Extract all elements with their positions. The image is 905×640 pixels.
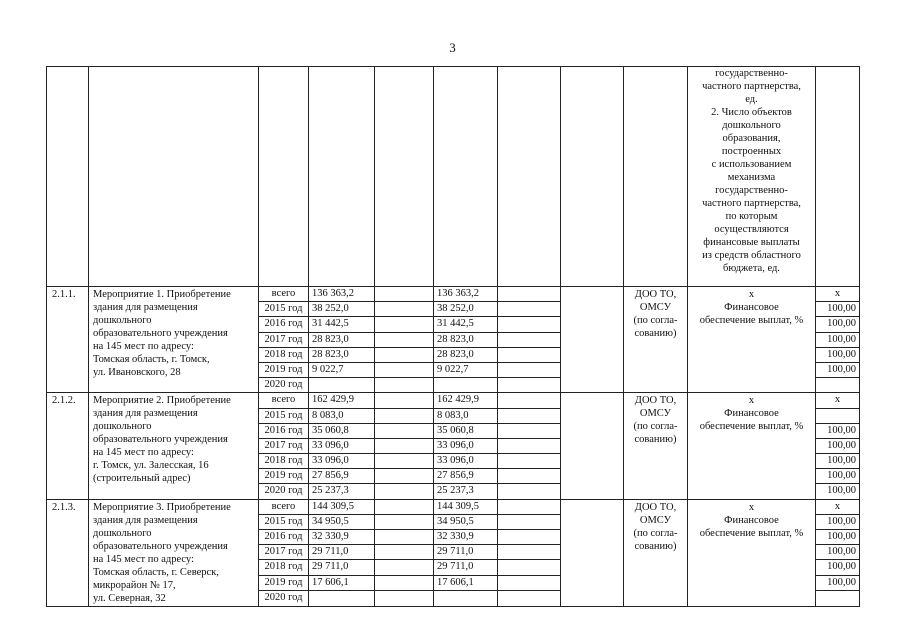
year-label: 2019 год — [259, 469, 308, 484]
header-indicator-cell — [688, 67, 816, 287]
indicator-value: x — [816, 500, 859, 515]
table-row — [47, 287, 860, 393]
regional-value: 29 711,0 — [434, 560, 497, 575]
indicator-value: 100,00 — [827, 485, 856, 497]
indicator-line: обеспечение выплат, % — [699, 315, 804, 326]
regional-value: 9 022,7 — [434, 363, 497, 378]
indicator-cell — [688, 499, 816, 606]
desc-line: г. Томск, ул. Залесская, 16 — [93, 460, 209, 472]
total-value: 29 711,0 — [309, 545, 374, 560]
indicator-line: бюджета, ед. — [723, 263, 780, 274]
total-value: 27 856,9 — [309, 469, 374, 484]
indicator-value — [816, 409, 859, 424]
page-number: 3 — [449, 40, 456, 55]
indicator-value: 100,00 — [816, 560, 859, 575]
total-value: 17 606,1 — [309, 576, 374, 591]
indicator-line: частного партнерства, — [702, 198, 801, 209]
indicator-line: из средств областного — [702, 250, 801, 261]
year-label: 2020 год — [264, 485, 303, 497]
indicator-value: 100,00 — [816, 439, 859, 454]
indicator-line: механизма — [727, 172, 776, 183]
total-cells — [309, 287, 375, 393]
header-cell-total — [309, 67, 375, 287]
desc-line: Мероприятие 1. Приобретение — [93, 289, 231, 300]
year-cells — [259, 393, 309, 499]
header-cell-value — [816, 67, 860, 287]
desc-line: образовательного учреждения — [93, 540, 228, 552]
regional-value: 29 711,0 — [434, 545, 497, 560]
regional-value: 33 096,0 — [434, 439, 497, 454]
indicator-line: частного партнерства, — [702, 81, 801, 92]
extra-cells — [561, 287, 624, 393]
desc-line: Мероприятие 2. Приобретение — [93, 395, 231, 407]
local-cells — [498, 499, 561, 606]
year-label: 2017 год — [259, 545, 308, 560]
event-number: 2.1.3. — [47, 499, 89, 606]
total-value: 34 950,5 — [309, 515, 374, 530]
year-label: всего — [259, 287, 308, 302]
executor-line: ДОО ТО, — [634, 501, 677, 513]
total-value: 144 309,5 — [309, 500, 374, 515]
desc-line: микрорайон № 17, — [93, 579, 176, 591]
desc-line: ул. Северная, 32 — [93, 592, 166, 604]
indicator-cell — [688, 287, 816, 393]
executor-line: ОМСУ — [639, 302, 672, 313]
year-label: всего — [259, 393, 308, 408]
regional-value: 8 083,0 — [434, 409, 497, 424]
regional-value: 33 096,0 — [434, 454, 497, 469]
indicator-line: Финансовое — [724, 302, 779, 313]
indicator-line: образования, — [722, 133, 781, 144]
regional-value: 31 442,5 — [434, 317, 497, 332]
desc-line: здания для размещения — [93, 302, 198, 313]
header-cell-year — [259, 67, 309, 287]
indicator-line: осуществляются — [714, 224, 789, 235]
indicator-line: обеспечение выплат, % — [699, 421, 804, 433]
desc-line: дошкольного — [93, 315, 152, 326]
executor-cell — [624, 499, 688, 606]
executor-line: (по согла- — [633, 527, 678, 539]
regional-value: 38 252,0 — [434, 302, 497, 317]
regional-value: 136 363,2 — [434, 287, 497, 302]
federal-cells — [375, 393, 434, 499]
total-cells — [309, 499, 375, 606]
header-cell-local — [498, 67, 561, 287]
indicator-value: x — [816, 287, 859, 302]
indicator-value: 100,00 — [816, 530, 859, 545]
indicator-value: 100,00 — [816, 363, 859, 378]
indicator-line: ед. — [745, 94, 758, 105]
total-value: 28 823,0 — [309, 333, 374, 348]
desc-line: на 145 мест по адресу: — [93, 553, 194, 565]
indicator-value: 100,00 — [816, 515, 859, 530]
indicator-value: 100,00 — [816, 545, 859, 560]
indicator-line: государственно- — [715, 185, 788, 196]
program-table — [46, 66, 860, 607]
event-number: 2.1.1. — [47, 287, 89, 393]
year-label: всего — [259, 500, 308, 515]
year-cells — [259, 499, 309, 606]
regional-cells — [434, 287, 498, 393]
desc-line: здания для размещения — [93, 408, 198, 420]
regional-value: 162 429,9 — [434, 393, 497, 408]
federal-cells — [375, 287, 434, 393]
year-label: 2018 год — [259, 454, 308, 469]
year-label: 2016 год — [259, 424, 308, 439]
year-label: 2015 год — [259, 515, 308, 530]
desc-line: образовательного учреждения — [93, 328, 228, 339]
indicator-value: 100,00 — [816, 348, 859, 363]
value-cells — [816, 499, 860, 606]
indicator-line: x — [748, 501, 755, 513]
executor-line: (по согла- — [633, 315, 678, 326]
indicator-value: 100,00 — [816, 333, 859, 348]
desc-line: дошкольного — [93, 421, 152, 433]
regional-value: 35 060,8 — [434, 424, 497, 439]
regional-value: 34 950,5 — [434, 515, 497, 530]
regional-value — [434, 378, 497, 392]
indicator-line: Финансовое — [724, 514, 779, 526]
year-label: 2019 год — [259, 363, 308, 378]
total-value: 38 252,0 — [309, 302, 374, 317]
year-label: 2019 год — [259, 576, 308, 591]
total-value: 9 022,7 — [309, 363, 374, 378]
desc-line: здания для размещения — [93, 514, 198, 526]
event-description — [89, 287, 259, 393]
total-value: 8 083,0 — [309, 409, 374, 424]
table-row — [47, 393, 860, 499]
indicator-line: x — [748, 395, 755, 407]
event-description — [89, 393, 259, 499]
total-value: 136 363,2 — [309, 287, 374, 302]
regional-value: 144 309,5 — [434, 500, 497, 515]
executor-line: сованию) — [634, 434, 677, 446]
year-label: 2015 год — [259, 302, 308, 317]
indicator-value: 100,00 — [816, 302, 859, 317]
desc-line: образовательного учреждения — [93, 434, 228, 446]
indicator-line: x — [748, 289, 755, 300]
desc-line: на 145 мест по адресу: — [93, 341, 194, 352]
year-label: 2016 год — [259, 317, 308, 332]
desc-line: на 145 мест по адресу: — [93, 447, 194, 459]
desc-line: ул. Ивановского, 28 — [93, 367, 181, 378]
local-cells — [498, 393, 561, 499]
federal-cells — [375, 499, 434, 606]
executor-line: сованию) — [634, 540, 677, 552]
extra-cells — [561, 393, 624, 499]
executor-cell — [624, 287, 688, 393]
executor-line: ОМСУ — [639, 408, 672, 420]
event-description — [89, 499, 259, 606]
extra-cells — [561, 499, 624, 606]
year-label: 2017 год — [259, 333, 308, 348]
indicator-line: построенных — [721, 146, 782, 157]
indicator-line: финансовые выплаты — [703, 237, 800, 248]
total-value: 31 442,5 — [309, 317, 374, 332]
year-label: 2020 год — [264, 379, 303, 391]
value-cells — [816, 287, 860, 393]
regional-value: 28 823,0 — [434, 333, 497, 348]
indicator-value: 100,00 — [816, 317, 859, 332]
header-cell-number — [47, 67, 89, 287]
desc-line: Томская область, г. Томск, — [93, 354, 210, 365]
indicator-line: с использованием — [711, 159, 792, 170]
desc-line: (строительный адрес) — [93, 473, 191, 485]
regional-value — [434, 591, 497, 605]
total-value: 35 060,8 — [309, 424, 374, 439]
indicator-value — [816, 591, 859, 605]
regional-value: 28 823,0 — [434, 348, 497, 363]
total-value: 25 237,3 — [312, 485, 349, 497]
header-cell-extra — [561, 67, 624, 287]
indicator-cell — [688, 393, 816, 499]
indicator-line: обеспечение выплат, % — [699, 527, 804, 539]
total-cells — [309, 393, 375, 499]
indicator-line: по которым — [725, 211, 778, 222]
local-cells — [498, 287, 561, 393]
indicator-value: x — [816, 393, 859, 408]
regional-value: 27 856,9 — [434, 469, 497, 484]
executor-line: ОМСУ — [639, 514, 672, 526]
regional-value: 25 237,3 — [437, 485, 474, 497]
total-value — [309, 378, 374, 392]
indicator-value: 100,00 — [816, 576, 859, 591]
total-value: 33 096,0 — [309, 454, 374, 469]
regional-value: 32 330,9 — [434, 530, 497, 545]
year-label: 2017 год — [259, 439, 308, 454]
total-value: 33 096,0 — [309, 439, 374, 454]
event-number: 2.1.2. — [47, 393, 89, 499]
total-value — [309, 591, 374, 605]
indicator-value: 100,00 — [816, 454, 859, 469]
desc-line: Мероприятие 3. Приобретение — [93, 501, 231, 513]
executor-line: (по согла- — [633, 421, 678, 433]
year-label: 2016 год — [259, 530, 308, 545]
total-value: 32 330,9 — [309, 530, 374, 545]
year-label: 2020 год — [264, 591, 303, 603]
year-label: 2018 год — [259, 348, 308, 363]
executor-line: ДОО ТО, — [634, 289, 677, 300]
header-cell-federal — [375, 67, 434, 287]
indicator-line: Финансовое — [724, 408, 779, 420]
regional-cells — [434, 499, 498, 606]
header-cell-description — [89, 67, 259, 287]
total-value: 29 711,0 — [309, 560, 374, 575]
indicator-line: 2. Число объектов — [711, 107, 792, 118]
total-value: 28 823,0 — [309, 348, 374, 363]
header-cell-regional — [434, 67, 498, 287]
executor-cell — [624, 393, 688, 499]
desc-line: дошкольного — [93, 527, 152, 539]
regional-value: 17 606,1 — [434, 576, 497, 591]
executor-line: сованию) — [634, 328, 677, 339]
header-cell-executor — [624, 67, 688, 287]
header-continuation-row — [47, 67, 860, 287]
indicator-line: государственно- — [715, 68, 788, 79]
indicator-value: 100,00 — [816, 469, 859, 484]
indicator-value: 100,00 — [816, 424, 859, 439]
year-label: 2018 год — [259, 560, 308, 575]
regional-cells — [434, 393, 498, 499]
indicator-value — [816, 378, 859, 392]
total-value: 162 429,9 — [309, 393, 374, 408]
year-cells — [259, 287, 309, 393]
table-row — [47, 499, 860, 606]
desc-line: Томская область, г. Северск, — [93, 566, 219, 578]
value-cells — [816, 393, 860, 499]
indicator-line: дошкольного — [722, 120, 781, 131]
year-label: 2015 год — [259, 409, 308, 424]
executor-line: ДОО ТО, — [634, 395, 677, 407]
